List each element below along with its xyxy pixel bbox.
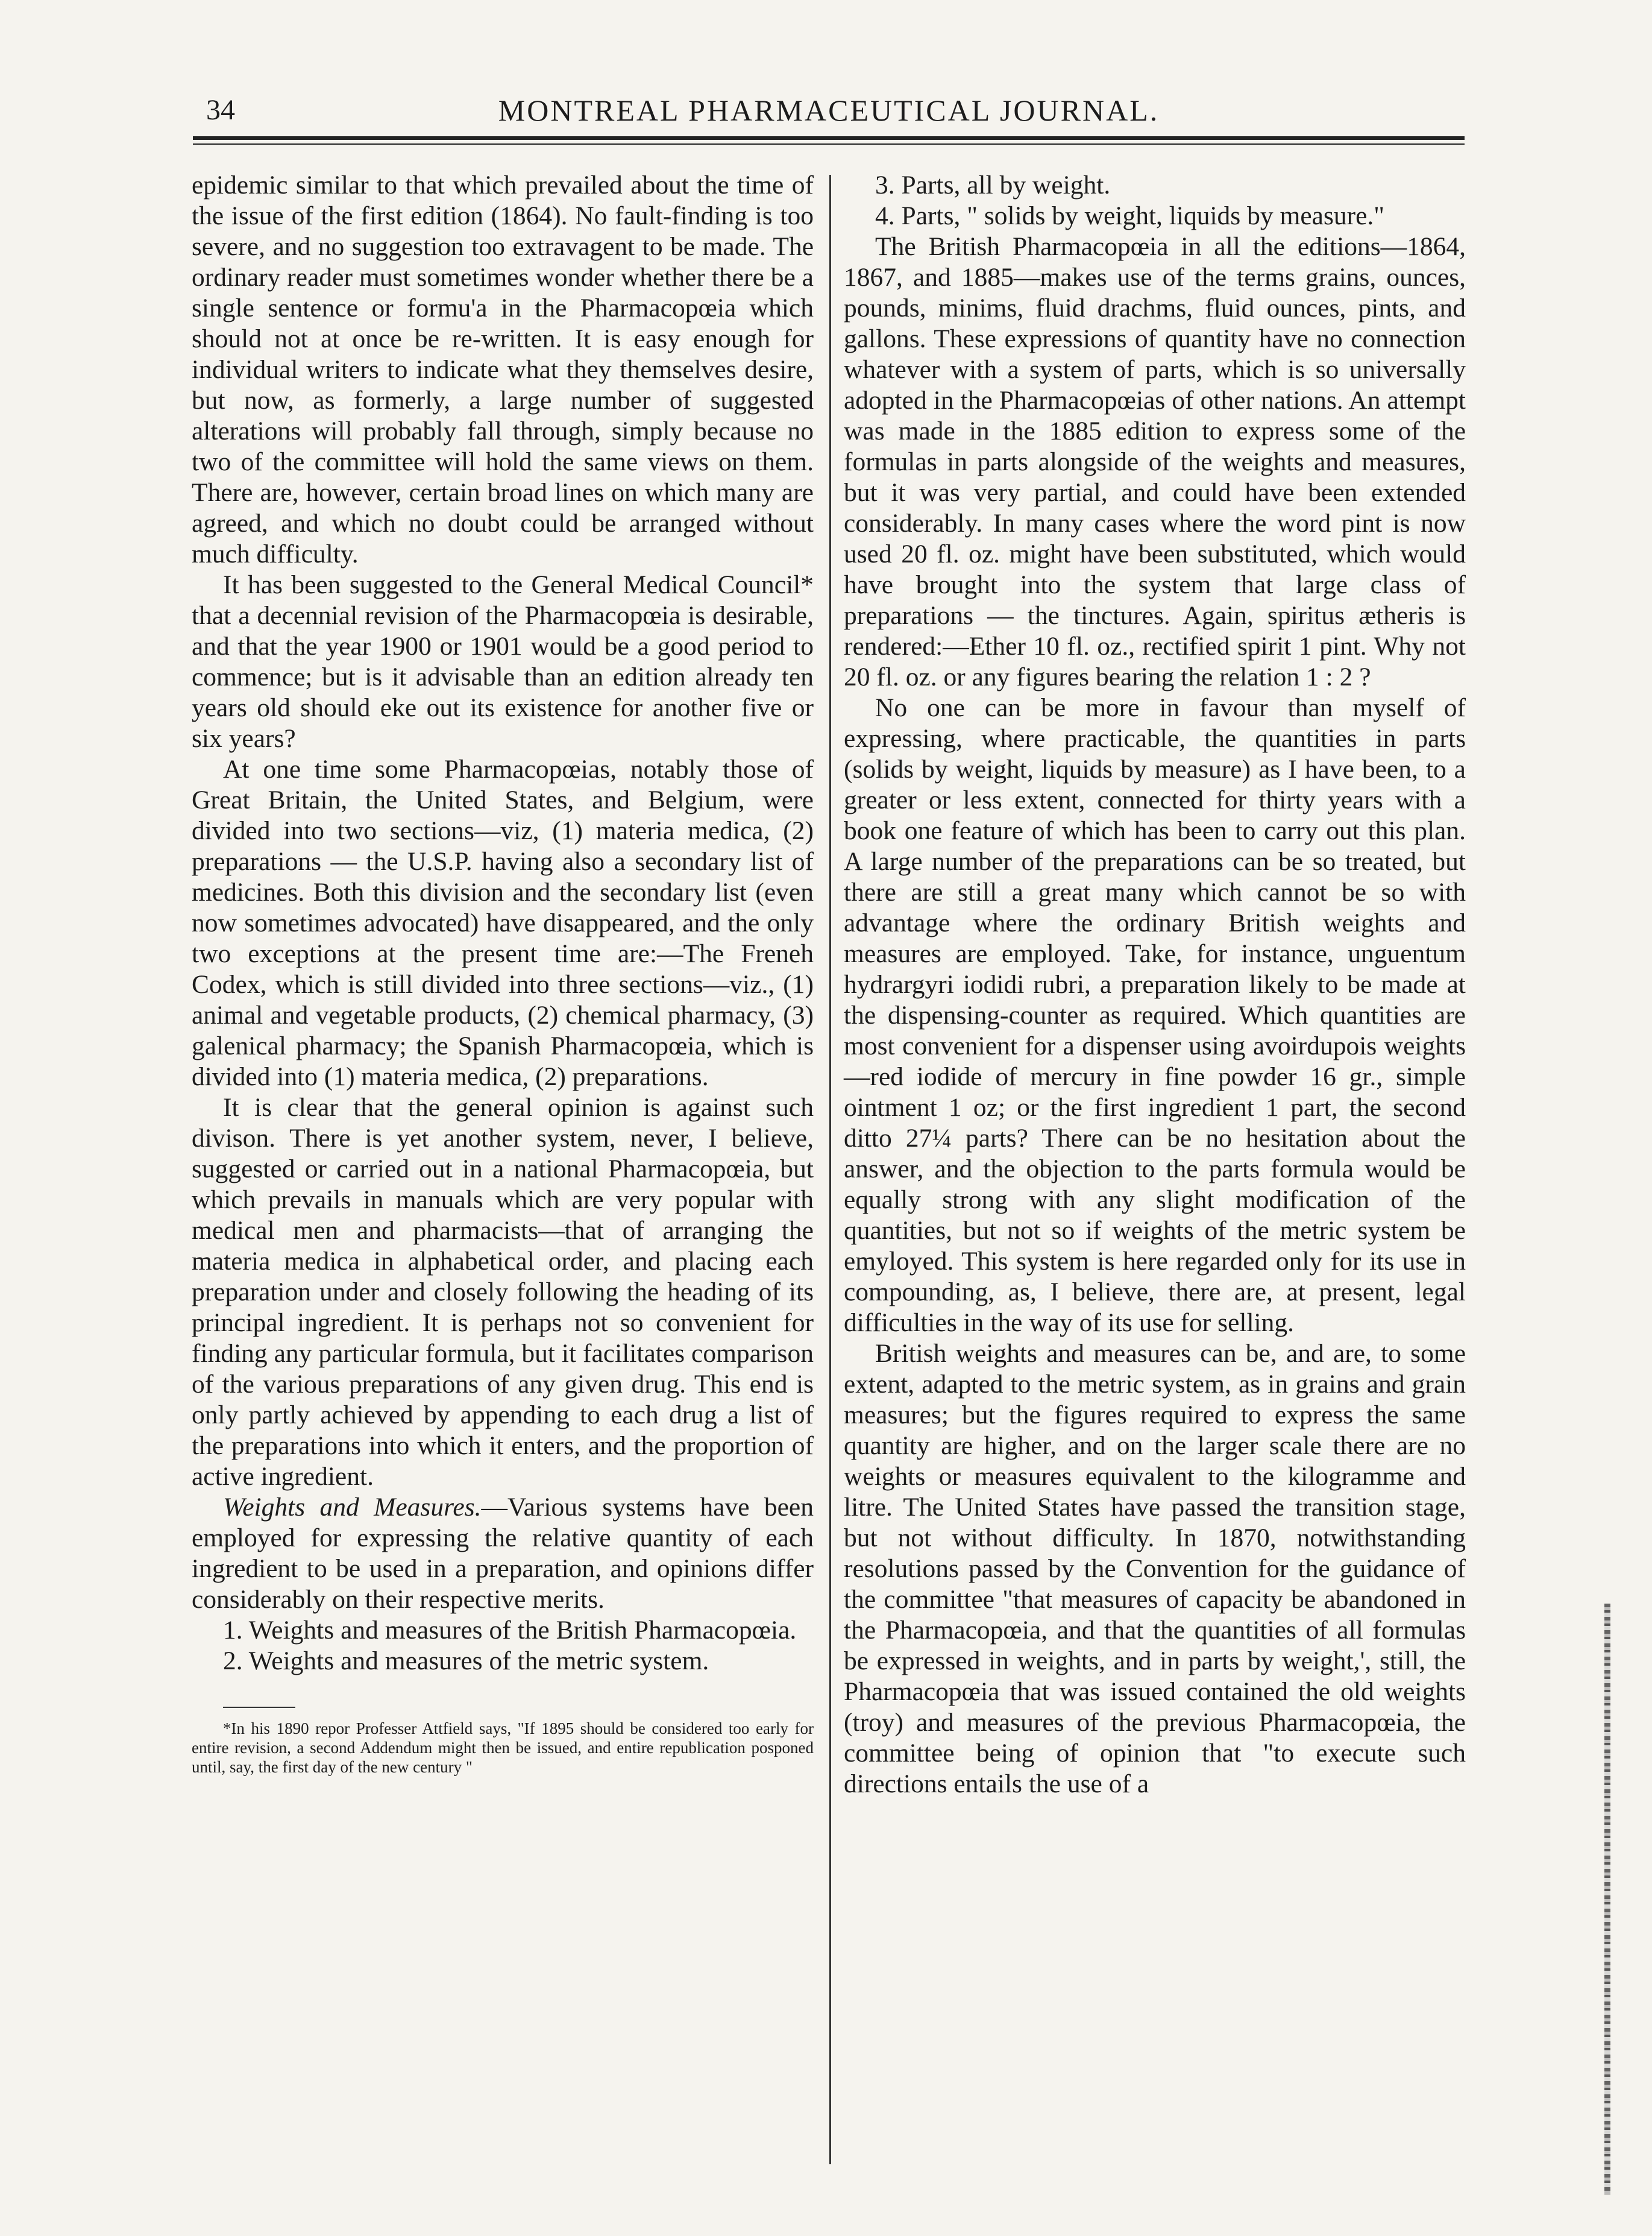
paragraph: The British Pharmacopœia in all the editions—1864, 1867, and 1885—makes use of the terms grains, ounces, pounds, minims, fluid drachms, fluid ounces, pints, and gallons. These expressions of quantity have no connection whatever with a system of parts, which is so universally adopted in the Pharmacopœias of other nations. An attempt was made in the 1885 edition to express some of the formulas in parts alongside of the weights and measures, but it was very partial, and could have been extended considerably. In many cases where the word pint is now used 20 fl. oz. might have been substituted, which would have brought into the system that large class of preparations — the tinctures. Again, spiritus ætheris is rendered:—Ether 10 fl. oz., rectified spirit 1 pint. Why not 20 fl. oz. or any figures bearing the relation 1 : 2 ?	[844, 232, 1466, 691]
header-rule-thick	[193, 136, 1465, 140]
footnote: *In his 1890 repor Professer Attfield says, "If 1895 should be considered too early for entire revision, a second Addendum might then be issued, and entire republication posponed until, say, the first day of the new century "	[192, 1719, 814, 1776]
paragraph: No one can be more in favour than myself of expressing, where practicable, the quantities in parts (solids by weight, liquids by measure) as I have been, to a greater or less extent, connected for thirty years with a book one feature of which has been to carry out this plan. A large number of the preparations can be so treated, but there are still a great many which cannot be so with advantage where the ordinary British weights and measures are employed. Take, for instance, unguentum hydrargyri iodidi rubri, a preparation likely to be made at the dispensing-counter as required. Which quantities are most convenient for a dispenser using avoirdupois weights—red iodide of mercury in fine powder 16 gr., simple ointment 1 oz; or the first ingredient 1 part, the second ditto 27¼ parts? There can be no hesitation about the answer, and the objection to the parts formula would be equally strong with any slight modification of the quantities, but not so if weights of the metric system be emyloyed. This system is here regarded only for its use in compounding, as, I believe, there are, at present, legal difficulties in the way of its use for selling.	[844, 693, 1466, 1337]
left-column	[192, 170, 814, 1777]
section-heading: Weights and Measures.	[223, 1493, 482, 1522]
paragraph: At one time some Pharmacopœias, notably those of Great Britain, the United States, and Belgium, were divided into two sections—viz, (1) materia medica, (2) preparations — the U.S.P. having also a secondary list of medicines. Both this division and the secondary list (even now sometimes advocated) have disappeared, and the only two exceptions at the present time are:—The Freneh Codex, which is still divided into three sections—viz., (1) animal and vegetable products, (2) chemical pharmacy, (3) galenical pharmacy; the Spanish Pharmacopœia, which is divided into (1) materia medica, (2) preparations.	[192, 755, 814, 1091]
right-column	[844, 170, 1466, 1800]
paragraph: It has been suggested to the General Medical Council* that a decennial revision of the Pharmacopœia is desirable, and that the year 1900 or 1901 would be a good period to commence; but is it advisable than an edition already ten years old should eke out its existence for another five or six years?	[192, 570, 814, 753]
list-item: 2. Weights and measures of the metric system.	[223, 1646, 709, 1675]
column-divider	[829, 175, 831, 2164]
list-item: 1. Weights and measures of the British Pharmacopœia.	[223, 1616, 797, 1645]
list-item: 3. Parts, all by weight.	[875, 171, 1111, 200]
journal-title: MONTREAL PHARMACEUTICAL JOURNAL.	[498, 93, 1160, 127]
paragraph: British weights and measures can be, and are, to some extent, adapted to the metric system, as in grains and grain measures; but the figures required to express the same quantity are higher, and on the larger scale there are no weights or measures equivalent to the kilogramme and litre. The United States have passed the transition stage, but not without difficulty. In 1870, notwithstanding resolutions passed by the Convention for the guidance of the committee "that measures of capacity be abandoned in the Pharmacopœia, and that the quantities of all formulas be expressed in weights, and in parts by weight,', still, the Pharmacopœia that was issued contained the old weights (troy) and measures of the previous Pharmacopœia, the committee being of opinion that "to execute such directions entails the use of a	[844, 1339, 1466, 1798]
page-header	[193, 89, 1465, 131]
header-rule-thin	[193, 143, 1465, 145]
weights-paragraph	[192, 1492, 814, 1615]
list-item: 4. Parts, " solids by weight, liquids by measure."	[875, 201, 1385, 230]
footnote-rule	[223, 1707, 295, 1708]
page-number: 34	[206, 94, 235, 126]
paragraph: It is clear that the general opinion is against such divison. There is yet another system, never, I believe, suggested or carried out in a national Pharmacopœia, but which prevails in manuals which are very popular with medical men and pharmacists—that of arranging the materia medica in alphabetical order, and placing each preparation under and closely following the heading of its principal ingredient. It is perhaps not so convenient for finding any particular formula, but it facilitates comparison of the various preparations of any given drug. This end is only partly achieved by appending to each drug a list of the preparations into which it enters, and the proportion of active ingredient.	[192, 1093, 814, 1491]
paragraph: epidemic similar to that which prevailed about the time of the issue of the first edition (1864). No fault-finding is too severe, and no suggestion too extravagent to be made. The ordinary reader must sometimes wonder whether there be a single sentence or formu'a in the Pharmacopœia which should not at once be re-written. It is easy enough for individual writers to indicate what they themselves desire, but now, as formerly, a large number of suggested alterations will probably fall through, simply because no two of the committee will hold the same views on them. There are, however, certain broad lines on which many are agreed, and which no doubt could be arranged without much difficulty.	[192, 171, 814, 568]
scan-edge-artifact	[1604, 1604, 1610, 2194]
section-text: —Various systems have been employed for expressing the relative quantity of each ingredient to be used in a preparation, and opinions differ considerably on their respective merits.	[192, 1493, 814, 1614]
